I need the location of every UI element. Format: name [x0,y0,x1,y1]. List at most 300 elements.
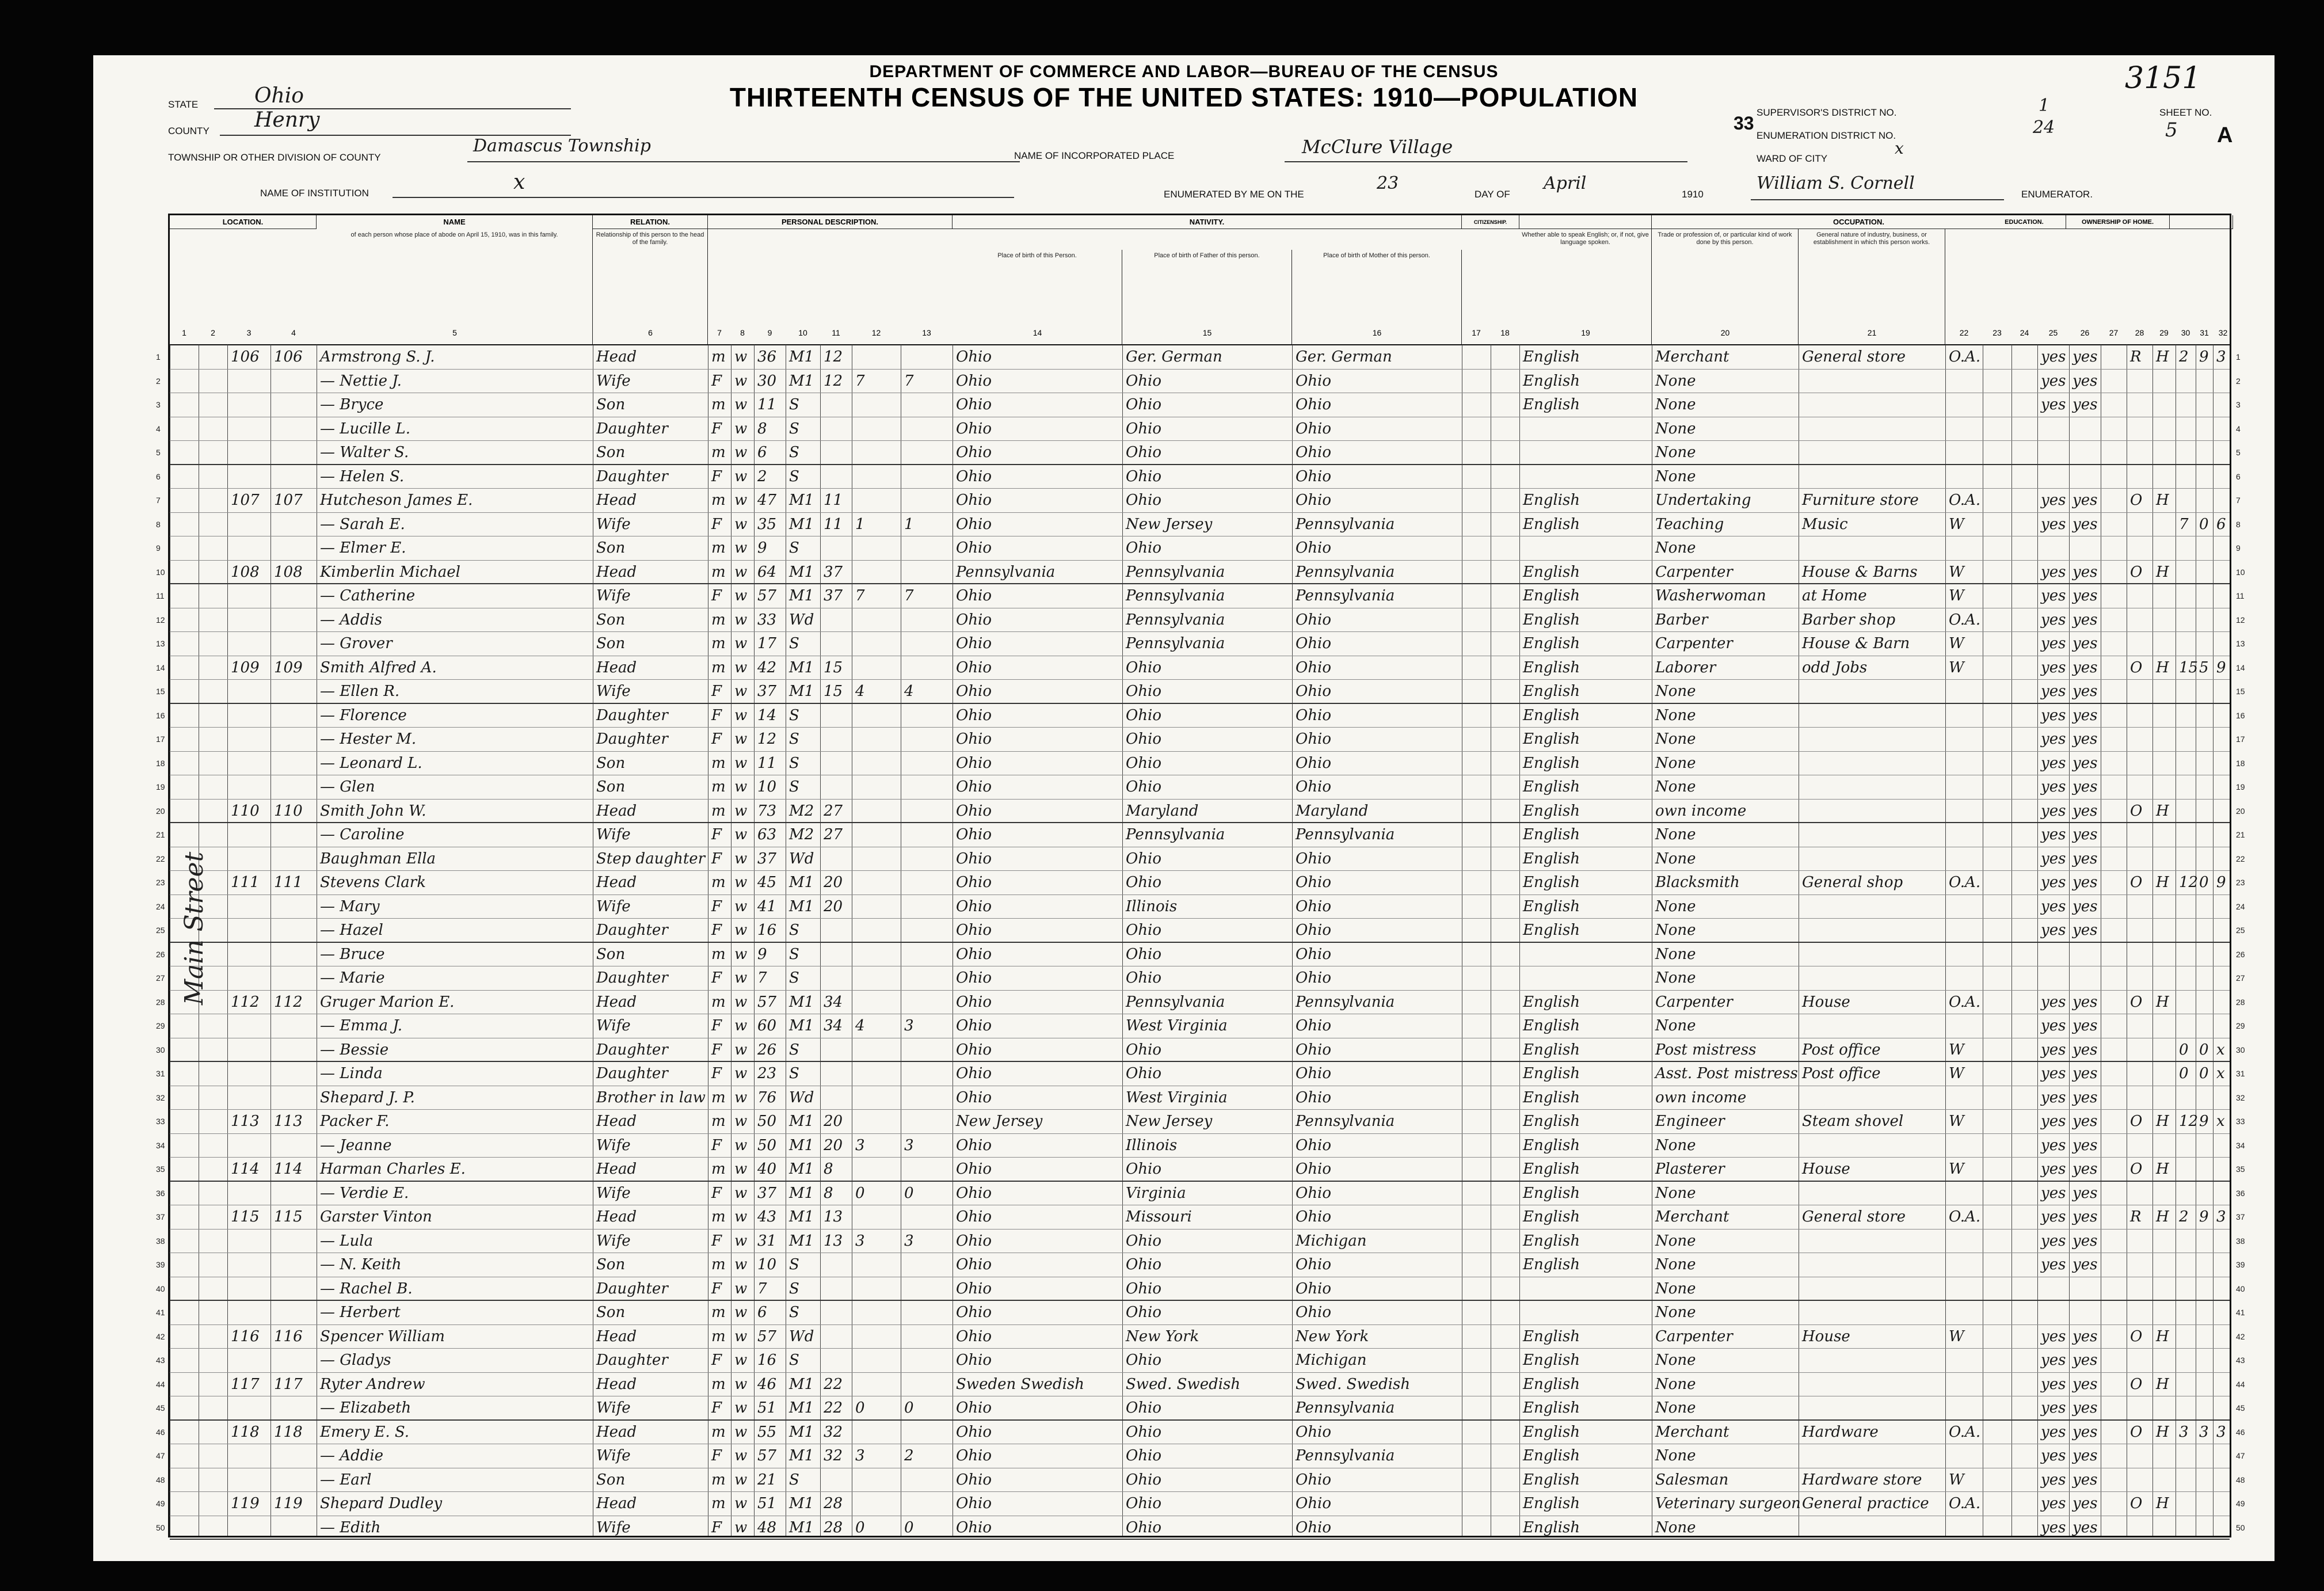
cell-bp: Ohio [956,1471,992,1489]
enumerator-label: ENUMERATOR. [2021,189,2093,200]
cell-bf: Ohio [1126,1232,1162,1250]
cell-c31: 3 [2216,348,2226,366]
column-number: 10 [798,328,807,337]
cell-cls [1945,1301,1983,1324]
cell-ms: S [789,1065,799,1082]
cell-dw: 114 [231,1160,260,1178]
row-number-left: 8 [156,519,161,529]
cell-c31 [2213,847,2233,871]
cell-bp: Ohio [956,1518,992,1536]
cell-bf: Ohio [1126,1399,1162,1417]
cell-ms: S [789,444,799,461]
cell-ch [852,1205,901,1229]
cell-h [2152,847,2176,871]
sheet-label: SHEET NO. [2159,107,2212,118]
cell-fam [271,704,317,728]
cell-h [2152,513,2176,536]
cell-rel: Head [596,563,637,581]
cell-bp: Sweden Swedish [956,1375,1084,1393]
cell-ind [1799,1134,1945,1158]
cell-cls [1945,1134,1983,1158]
cell-rel: Son [596,1256,626,1273]
cell-ms: M1 [789,1160,814,1178]
cell-cls [1945,1373,1983,1396]
cell-cls [1945,465,1983,489]
cell-lang: English [1523,874,1580,891]
cell-ind [1799,1301,1945,1324]
cell-lv [901,1158,953,1181]
cell-c30 [2196,584,2213,608]
cell-lv [901,1301,953,1324]
cell-trade: None [1655,539,1696,557]
cell-ed: yes [2041,1208,2066,1225]
cell-name: — Verdie E. [320,1184,409,1202]
ward-label: WARD OF CITY [1757,153,1828,164]
cell-c31 [2213,1373,2233,1396]
cell-age: 47 [757,492,777,509]
cell-age: 16 [757,922,777,939]
cell-sex: F [711,897,722,915]
cell-name: — Hester M. [320,730,417,748]
cell-bf: Ohio [1126,1495,1162,1512]
cell-c29: 2 [2179,348,2189,366]
cell-rel: Son [596,635,626,652]
cell-bf: New Jersey [1126,515,1213,533]
cell-bm: Ohio [1296,874,1332,891]
cell-c30 [2196,966,2213,990]
column-number: 14 [1033,328,1042,337]
cell-lv [901,561,953,584]
cell-ms: S [789,1041,799,1059]
cell-h: H [2156,348,2169,366]
cell-c29: 2 [2179,1208,2189,1225]
cell-own [2127,919,2152,942]
cell-bf: Ohio [1126,683,1162,700]
cell-ed: yes [2041,372,2066,390]
cell-rel: Son [596,611,626,629]
cell-ind [1799,536,1945,560]
cell-trade: Plasterer [1655,1160,1725,1178]
cell-own [2127,1396,2152,1419]
cell-ms: M1 [789,492,814,509]
cell-race: w [734,1136,748,1154]
cell-ch [852,1325,901,1349]
cell-h [2152,1253,2176,1277]
cell-c29 [2176,632,2196,656]
table-row [156,1230,2245,1254]
enum-district-label: ENUMERATION DISTRICT NO. [1757,130,1896,141]
row-number: 22 [2236,854,2245,863]
cell-sex: F [711,706,722,724]
cell-age: 10 [757,1256,777,1273]
row-number: 38 [2236,1236,2245,1246]
cell-c30: 0 [2199,1065,2209,1082]
cell-c29 [2176,1134,2196,1158]
cell-ch [852,608,901,632]
cell-bm: Pennsylvania [1296,587,1395,604]
cell-h [2152,680,2176,703]
cell-c30 [2196,441,2213,464]
cell-sex: m [711,492,726,509]
cell-ind [1799,1373,1945,1396]
cell-rel: Daughter [596,706,668,724]
cell-lv [901,489,953,512]
cell-dw: 119 [231,1495,260,1512]
cell-dw [227,1253,271,1277]
cell-sex: m [711,1471,726,1489]
cell-trade: None [1655,826,1696,843]
cell-fam [271,728,317,751]
cell-c31 [2213,1349,2233,1372]
cell-sex: F [711,1232,722,1250]
cell-lv: 3 [904,1017,914,1034]
cell-cls [1945,1349,1983,1372]
cell-c29 [2176,1230,2196,1253]
column-number: 15 [1202,328,1212,337]
cell-fam: 110 [274,802,303,820]
cell-c31 [2213,608,2233,632]
cell-bm: Ohio [1296,1304,1332,1321]
row-number: 14 [2236,663,2245,672]
cell-bm: Michigan [1296,1232,1367,1250]
cell-dw [227,1444,271,1468]
row-number-left: 13 [156,639,165,648]
table-row [156,800,2245,824]
cell-name: — Linda [320,1065,383,1082]
cell-race: w [734,420,748,437]
cell-own: O [2130,563,2143,581]
cell-bf: West Virginia [1126,1017,1228,1034]
cell-c31: 9 [2216,874,2226,891]
cell-rel: Head [596,874,637,891]
cell-ed: yes [2041,1160,2066,1178]
cell-bf: Illinois [1126,897,1178,915]
cell-cls [1945,1444,1983,1468]
cell-bf: Ohio [1126,945,1162,963]
cell-ed: yes [2041,993,2066,1011]
cell-dw [227,1038,271,1061]
cell-bp: Ohio [956,467,992,485]
cell-bp: Pennsylvania [956,563,1056,581]
cell-age: 42 [757,659,777,676]
cell-ind [1799,752,1945,775]
cell-dw [227,1468,271,1492]
table-row [156,775,2245,800]
cell-ed: yes [2041,515,2066,533]
cell-ind [1799,943,1945,966]
cell-ind [1799,895,1945,919]
cell-rd: yes [2072,1256,2098,1273]
cell-c30 [2196,393,2213,417]
cell-lang: English [1523,1208,1580,1225]
cell-ed: yes [2041,563,2066,581]
cell-own [2127,465,2152,489]
cell-c31: 3 [2216,1208,2226,1225]
cell-c31 [2213,489,2233,512]
cell-c30 [2196,489,2213,512]
cell-own [2127,704,2152,728]
cell-race: w [734,1256,748,1273]
cell-fam: 118 [274,1423,303,1441]
cell-name: Harman Charles E. [320,1160,466,1178]
cell-c30: 3 [2199,1423,2209,1441]
cell-ind: House [1802,1160,1850,1178]
cell-yrs: 20 [824,874,843,891]
cell-c31 [2213,1468,2233,1492]
group-personal: PERSONAL DESCRIPTION. [708,215,953,229]
day-of-label: DAY OF [1475,189,1510,200]
cell-ed: yes [2041,1327,2066,1345]
cell-lang [1519,966,1652,990]
cell-sex: m [711,444,726,461]
language-desc: Whether able to speak English; or, if not, give language spoken. [1522,231,1649,246]
cell-yrs: 13 [824,1208,843,1225]
cell-bf: Ohio [1126,730,1162,748]
cell-bm: Ohio [1296,730,1332,748]
cell-age: 10 [757,778,777,796]
cell-ind: odd Jobs [1802,659,1868,676]
group-nativity: NATIVITY. [953,215,1462,229]
row-number-left: 43 [156,1356,165,1365]
table-row [156,1301,2245,1325]
cell-bm: Ohio [1296,1184,1332,1202]
cell-c30: 0 [2199,1041,2209,1059]
cell-lv [901,656,953,680]
cell-name: — Helen S. [320,467,405,485]
cell-ed [2037,1301,2069,1324]
cell-h: H [2156,492,2169,509]
cell-rd: yes [2072,1088,2098,1106]
cell-race: w [734,826,748,843]
group-extra [2170,215,2233,229]
cell-sex: F [711,826,722,843]
relation-column-header [593,229,708,345]
cell-own: O [2130,1160,2143,1178]
cell-age: 64 [757,563,777,581]
table-row [156,1086,2245,1110]
cell-race: w [734,730,748,748]
cell-rel: Son [596,444,626,461]
cell-race: w [734,993,748,1011]
cell-ind: General store [1802,348,1906,366]
cell-lv [901,441,953,464]
cell-rel: Wife [596,1447,631,1464]
cell-dw: 110 [231,802,260,820]
cell-bm: Pennsylvania [1296,1399,1395,1417]
cell-name: — Walter S. [320,444,409,461]
cell-cls [1945,919,1983,942]
column-number: 25 [2048,328,2058,337]
cell-rel: Son [596,778,626,796]
cell-bp: Ohio [956,730,992,748]
cell-sex: m [711,945,726,963]
cell-ind [1799,704,1945,728]
cell-rd: yes [2072,1136,2098,1154]
cell-bf: Ohio [1126,492,1162,509]
cell-ed: yes [2041,897,2066,915]
cell-cls [1945,1277,1983,1300]
row-number-left: 42 [156,1331,165,1341]
cell-bp: Ohio [956,945,992,963]
cell-fam: 119 [274,1495,303,1512]
cell-bp: Ohio [956,1352,992,1369]
cell-c29 [2176,775,2196,799]
table-row [156,1014,2245,1038]
cell-bf: Ohio [1126,850,1162,867]
county-value: Henry [254,108,320,132]
row-number: 19 [2236,782,2245,791]
cell-dw [227,1396,271,1419]
cell-name: — Elmer E. [320,539,406,557]
cell-ind [1799,1349,1945,1372]
cell-trade: Carpenter [1655,993,1733,1011]
institution-label: NAME OF INSTITUTION [260,188,369,199]
cell-c31 [2213,1014,2233,1038]
cell-ch [852,1301,901,1324]
cell-yrs [820,752,852,775]
cell-lv: 7 [904,372,914,390]
cell-ch: 1 [855,515,865,533]
cell-dw: 109 [231,659,260,676]
cell-sex: F [711,1065,722,1082]
cell-dw [227,752,271,775]
cell-c30 [2196,943,2213,966]
cell-bp: Ohio [956,922,992,939]
cell-bp: Ohio [956,635,992,652]
cell-c31 [2213,1396,2233,1419]
cell-age: 63 [757,826,777,843]
cell-h [2152,943,2176,966]
cell-lang: English [1523,348,1580,366]
cell-own: O [2130,802,2143,820]
cell-lang: English [1523,826,1580,843]
row-number-left: 26 [156,949,165,959]
cell-yrs [820,1325,852,1349]
cell-h [2152,393,2176,417]
cell-lang: English [1523,1495,1580,1512]
cell-c30 [2196,561,2213,584]
sheet-letter: A [2217,123,2233,147]
cell-trade: Engineer [1655,1113,1725,1130]
cell-cls: W [1949,1327,1964,1345]
cell-bf: Ohio [1126,778,1162,796]
cell-fam: 114 [274,1160,303,1178]
cell-yrs: 28 [824,1495,843,1512]
cell-rd: yes [2072,1065,2098,1082]
cell-lang [1519,1277,1652,1300]
cell-ind [1799,1396,1945,1419]
cell-c29 [2176,1444,2196,1468]
cell-cls: O.A. [1949,1423,1981,1441]
cell-own [2127,1301,2152,1324]
cell-c31 [2213,966,2233,990]
cell-race: w [734,1160,748,1178]
cell-c29 [2176,417,2196,441]
enumerator-name: William S. Cornell [1757,173,1915,193]
cell-lang: English [1523,515,1580,533]
cell-cls: W [1949,1471,1964,1489]
cell-age: 60 [757,1017,777,1034]
cell-ed: yes [2041,1471,2066,1489]
cell-rd: yes [2072,1471,2098,1489]
cell-name: Shepard Dudley [320,1495,443,1512]
cell-yrs: 37 [824,563,843,581]
column-number: 16 [1372,328,1382,337]
place-value: McClure Village [1302,136,1453,158]
cell-cls [1945,1014,1983,1038]
cell-name: — Addie [320,1447,384,1464]
cell-ms: M1 [789,372,814,390]
cell-ind: General practice [1802,1495,1929,1512]
cell-bp: Ohio [956,683,992,700]
cell-rel: Head [596,1495,637,1512]
cell-rd: yes [2072,730,2098,748]
row-number: 11 [2236,591,2245,600]
cell-rd: yes [2072,635,2098,652]
cell-ch [852,489,901,512]
cell-age: 6 [757,1304,767,1321]
cell-cls [1945,441,1983,464]
cell-age: 36 [757,348,777,366]
cell-lv: 1 [904,515,914,533]
cell-lv [901,632,953,656]
cell-ch [852,1062,901,1086]
cell-h: H [2156,1208,2169,1225]
cell-rel: Head [596,348,637,366]
cell-trade: Merchant [1655,1423,1729,1441]
group-education: EDUCATION. [1983,215,2066,229]
cell-age: 41 [757,897,777,915]
cell-rd [2069,1301,2101,1324]
table-row [156,1516,2245,1540]
cell-lang: English [1523,1423,1580,1441]
cell-ch [852,536,901,560]
cell-c30 [2196,1492,2213,1516]
cell-c31 [2213,1230,2233,1253]
cell-cls: O.A. [1949,492,1981,509]
cell-bm: Ohio [1296,1280,1332,1297]
table-row [156,1349,2245,1373]
cell-ed: yes [2041,1375,2066,1393]
cell-age: 7 [757,1280,767,1297]
cell-yrs: 8 [824,1184,833,1202]
cell-yrs [820,943,852,966]
cell-dw: 106 [231,348,260,366]
table-row [156,1253,2245,1277]
cell-cls [1945,370,1983,393]
cell-ind [1799,1253,1945,1277]
cell-lang: English [1523,1352,1580,1369]
cell-c30 [2196,1349,2213,1372]
cell-age: 57 [757,587,777,604]
cell-trade: Veterinary surgeon [1655,1495,1801,1512]
cell-ind: at Home [1802,587,1867,604]
cell-c31 [2213,1158,2233,1181]
cell-c30 [2196,1516,2213,1539]
cell-ind: Steam shovel [1802,1113,1904,1130]
cell-cls [1945,704,1983,728]
cell-ms: M2 [789,802,814,820]
row-number-left: 12 [156,615,165,625]
cell-ind [1799,847,1945,871]
relation-column-desc: Relationship of this person to the head of the family. [596,231,704,246]
cell-c31 [2213,1492,2233,1516]
cell-bm: Ohio [1296,372,1332,390]
cell-ms: M1 [789,1423,814,1441]
cell-fam [271,608,317,632]
cell-ms: M1 [789,659,814,676]
cell-bm: Ger. German [1296,348,1392,366]
